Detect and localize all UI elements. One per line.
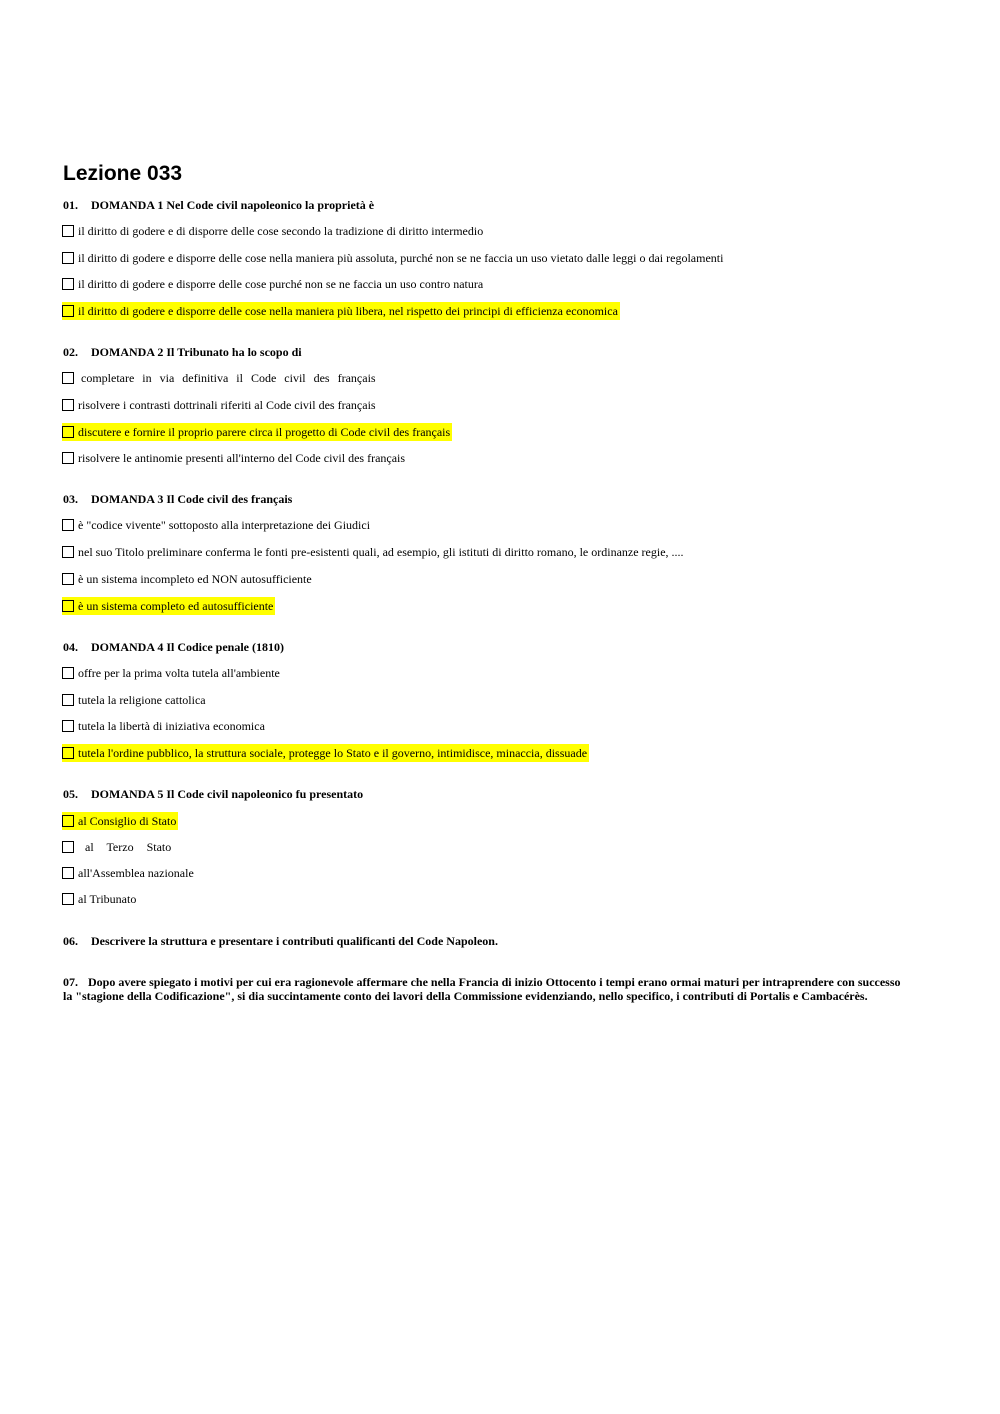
- option-text: il diritto di godere e di disporre delle cose secondo la tradizione di diritto intermedio: [78, 224, 484, 238]
- checkbox[interactable]: [62, 399, 74, 411]
- page-title: Lezione 033: [63, 162, 183, 185]
- question-4: [63, 640, 284, 654]
- checkbox[interactable]: [62, 519, 74, 531]
- question-number: 04.: [63, 640, 78, 654]
- checkbox[interactable]: [62, 667, 74, 679]
- option-text: tutela la religione cattolica: [78, 693, 206, 707]
- answer-option[interactable]: [62, 222, 484, 240]
- answer-option[interactable]: [62, 249, 724, 267]
- option-text: il diritto di godere e disporre delle cose purché non se ne faccia un uso contro natura: [78, 277, 484, 291]
- answer-option[interactable]: [62, 570, 313, 588]
- answer-option[interactable]: [62, 691, 207, 709]
- answer-option[interactable]: [62, 369, 377, 387]
- answer-option[interactable]: [62, 275, 484, 293]
- checkbox[interactable]: [62, 600, 74, 612]
- option-text: risolvere le antinomie presenti all'interno del Code civil des français: [78, 451, 406, 465]
- checkbox[interactable]: [62, 815, 74, 827]
- question-text: DOMANDA 2 Il Tribunato ha lo scopo di: [91, 345, 302, 359]
- checkbox[interactable]: [62, 841, 74, 853]
- answer-option-correct[interactable]: [62, 302, 620, 320]
- checkbox[interactable]: [62, 372, 74, 384]
- checkbox[interactable]: [62, 747, 74, 759]
- question-2: [63, 345, 302, 359]
- question-text: DOMANDA 5 Il Code civil napoleonico fu presentato: [91, 787, 364, 801]
- answer-option[interactable]: [62, 864, 195, 882]
- question-text: Descrivere la struttura e presentare i contributi qualificanti del Code Napoleon.: [91, 934, 498, 948]
- question-number: 03.: [63, 492, 78, 506]
- answer-option-correct[interactable]: [62, 744, 589, 762]
- option-text: risolvere i contrasti dottrinali riferiti al Code civil des français: [78, 398, 376, 412]
- option-text: al Consiglio di Stato: [78, 814, 177, 828]
- question-6: [63, 934, 498, 948]
- checkbox[interactable]: [62, 867, 74, 879]
- checkbox[interactable]: [62, 426, 74, 438]
- option-text: al Terzo Stato: [85, 840, 172, 854]
- option-text: tutela l'ordine pubblico, la struttura sociale, protegge lo Stato e il governo, intimidisce, minaccia, dissuade: [78, 746, 588, 760]
- checkbox[interactable]: [62, 694, 74, 706]
- checkbox[interactable]: [62, 546, 74, 558]
- question-5: [63, 787, 363, 801]
- question-7: [63, 975, 903, 1003]
- question-number: 07.: [63, 975, 78, 989]
- question-text: DOMANDA 1 Nel Code civil napoleonico la proprietà è: [91, 198, 375, 212]
- option-text: il diritto di godere e disporre delle cose nella maniera più assoluta, purché non se ne faccia un uso vietato dalle leggi o dai regolamenti: [78, 251, 724, 265]
- option-text: nel suo Titolo preliminare conferma le fonti pre-esistenti quali, ad esempio, gli istituti di diritto romano, le ordinanze regie, ....: [78, 545, 684, 559]
- option-text: il diritto di godere e disporre delle cose nella maniera più libera, nel rispetto dei principi di efficienza economica: [78, 304, 618, 318]
- question-text: DOMANDA 3 Il Code civil des français: [91, 492, 293, 506]
- option-text: discutere e fornire il proprio parere circa il progetto di Code civil des français: [78, 425, 451, 439]
- option-text: completare in via definitiva il Code civil des français: [81, 371, 376, 385]
- checkbox[interactable]: [62, 305, 74, 317]
- question-3: [63, 492, 292, 506]
- checkbox[interactable]: [62, 573, 74, 585]
- option-text: all'Assemblea nazionale: [78, 866, 194, 880]
- question-number: 02.: [63, 345, 78, 359]
- answer-option-correct[interactable]: [62, 423, 452, 441]
- answer-option-correct[interactable]: [62, 812, 178, 830]
- checkbox[interactable]: [62, 252, 74, 264]
- question-number: 01.: [63, 198, 78, 212]
- checkbox[interactable]: [62, 893, 74, 905]
- checkbox[interactable]: [62, 278, 74, 290]
- option-text: offre per la prima volta tutela all'ambiente: [78, 666, 280, 680]
- option-text: tutela la libertà di iniziativa economica: [78, 719, 265, 733]
- answer-option[interactable]: [62, 664, 281, 682]
- question-number: 05.: [63, 787, 78, 801]
- answer-option[interactable]: [62, 449, 406, 467]
- answer-option[interactable]: [62, 543, 685, 561]
- answer-option[interactable]: [62, 717, 266, 735]
- checkbox[interactable]: [62, 720, 74, 732]
- answer-option[interactable]: [62, 890, 137, 908]
- answer-option[interactable]: [62, 838, 172, 856]
- option-text: è "codice vivente" sottoposto alla interpretazione dei Giudici: [78, 518, 371, 532]
- question-number: 06.: [63, 934, 78, 948]
- question-1: [63, 198, 374, 212]
- option-text: al Tribunato: [78, 892, 137, 906]
- checkbox[interactable]: [62, 452, 74, 464]
- answer-option[interactable]: [62, 396, 377, 414]
- option-text: è un sistema completo ed autosufficiente: [78, 599, 274, 613]
- question-text: Dopo avere spiegato i motivi per cui era ragionevole affermare che nella Francia di inizio Ottocento i tempi erano ormai maturi per intraprendere con successo la "stagione della Codificazione", si dia succintamente conto dei lavori della Commissione evidenziando, nello specifico, i contributi di Portalis e Cambacérès.: [63, 975, 901, 1003]
- checkbox[interactable]: [62, 225, 74, 237]
- answer-option[interactable]: [62, 516, 371, 534]
- question-text: DOMANDA 4 Il Codice penale (1810): [91, 640, 284, 654]
- option-text: è un sistema incompleto ed NON autosufficiente: [78, 572, 312, 586]
- answer-option-correct[interactable]: [62, 597, 275, 615]
